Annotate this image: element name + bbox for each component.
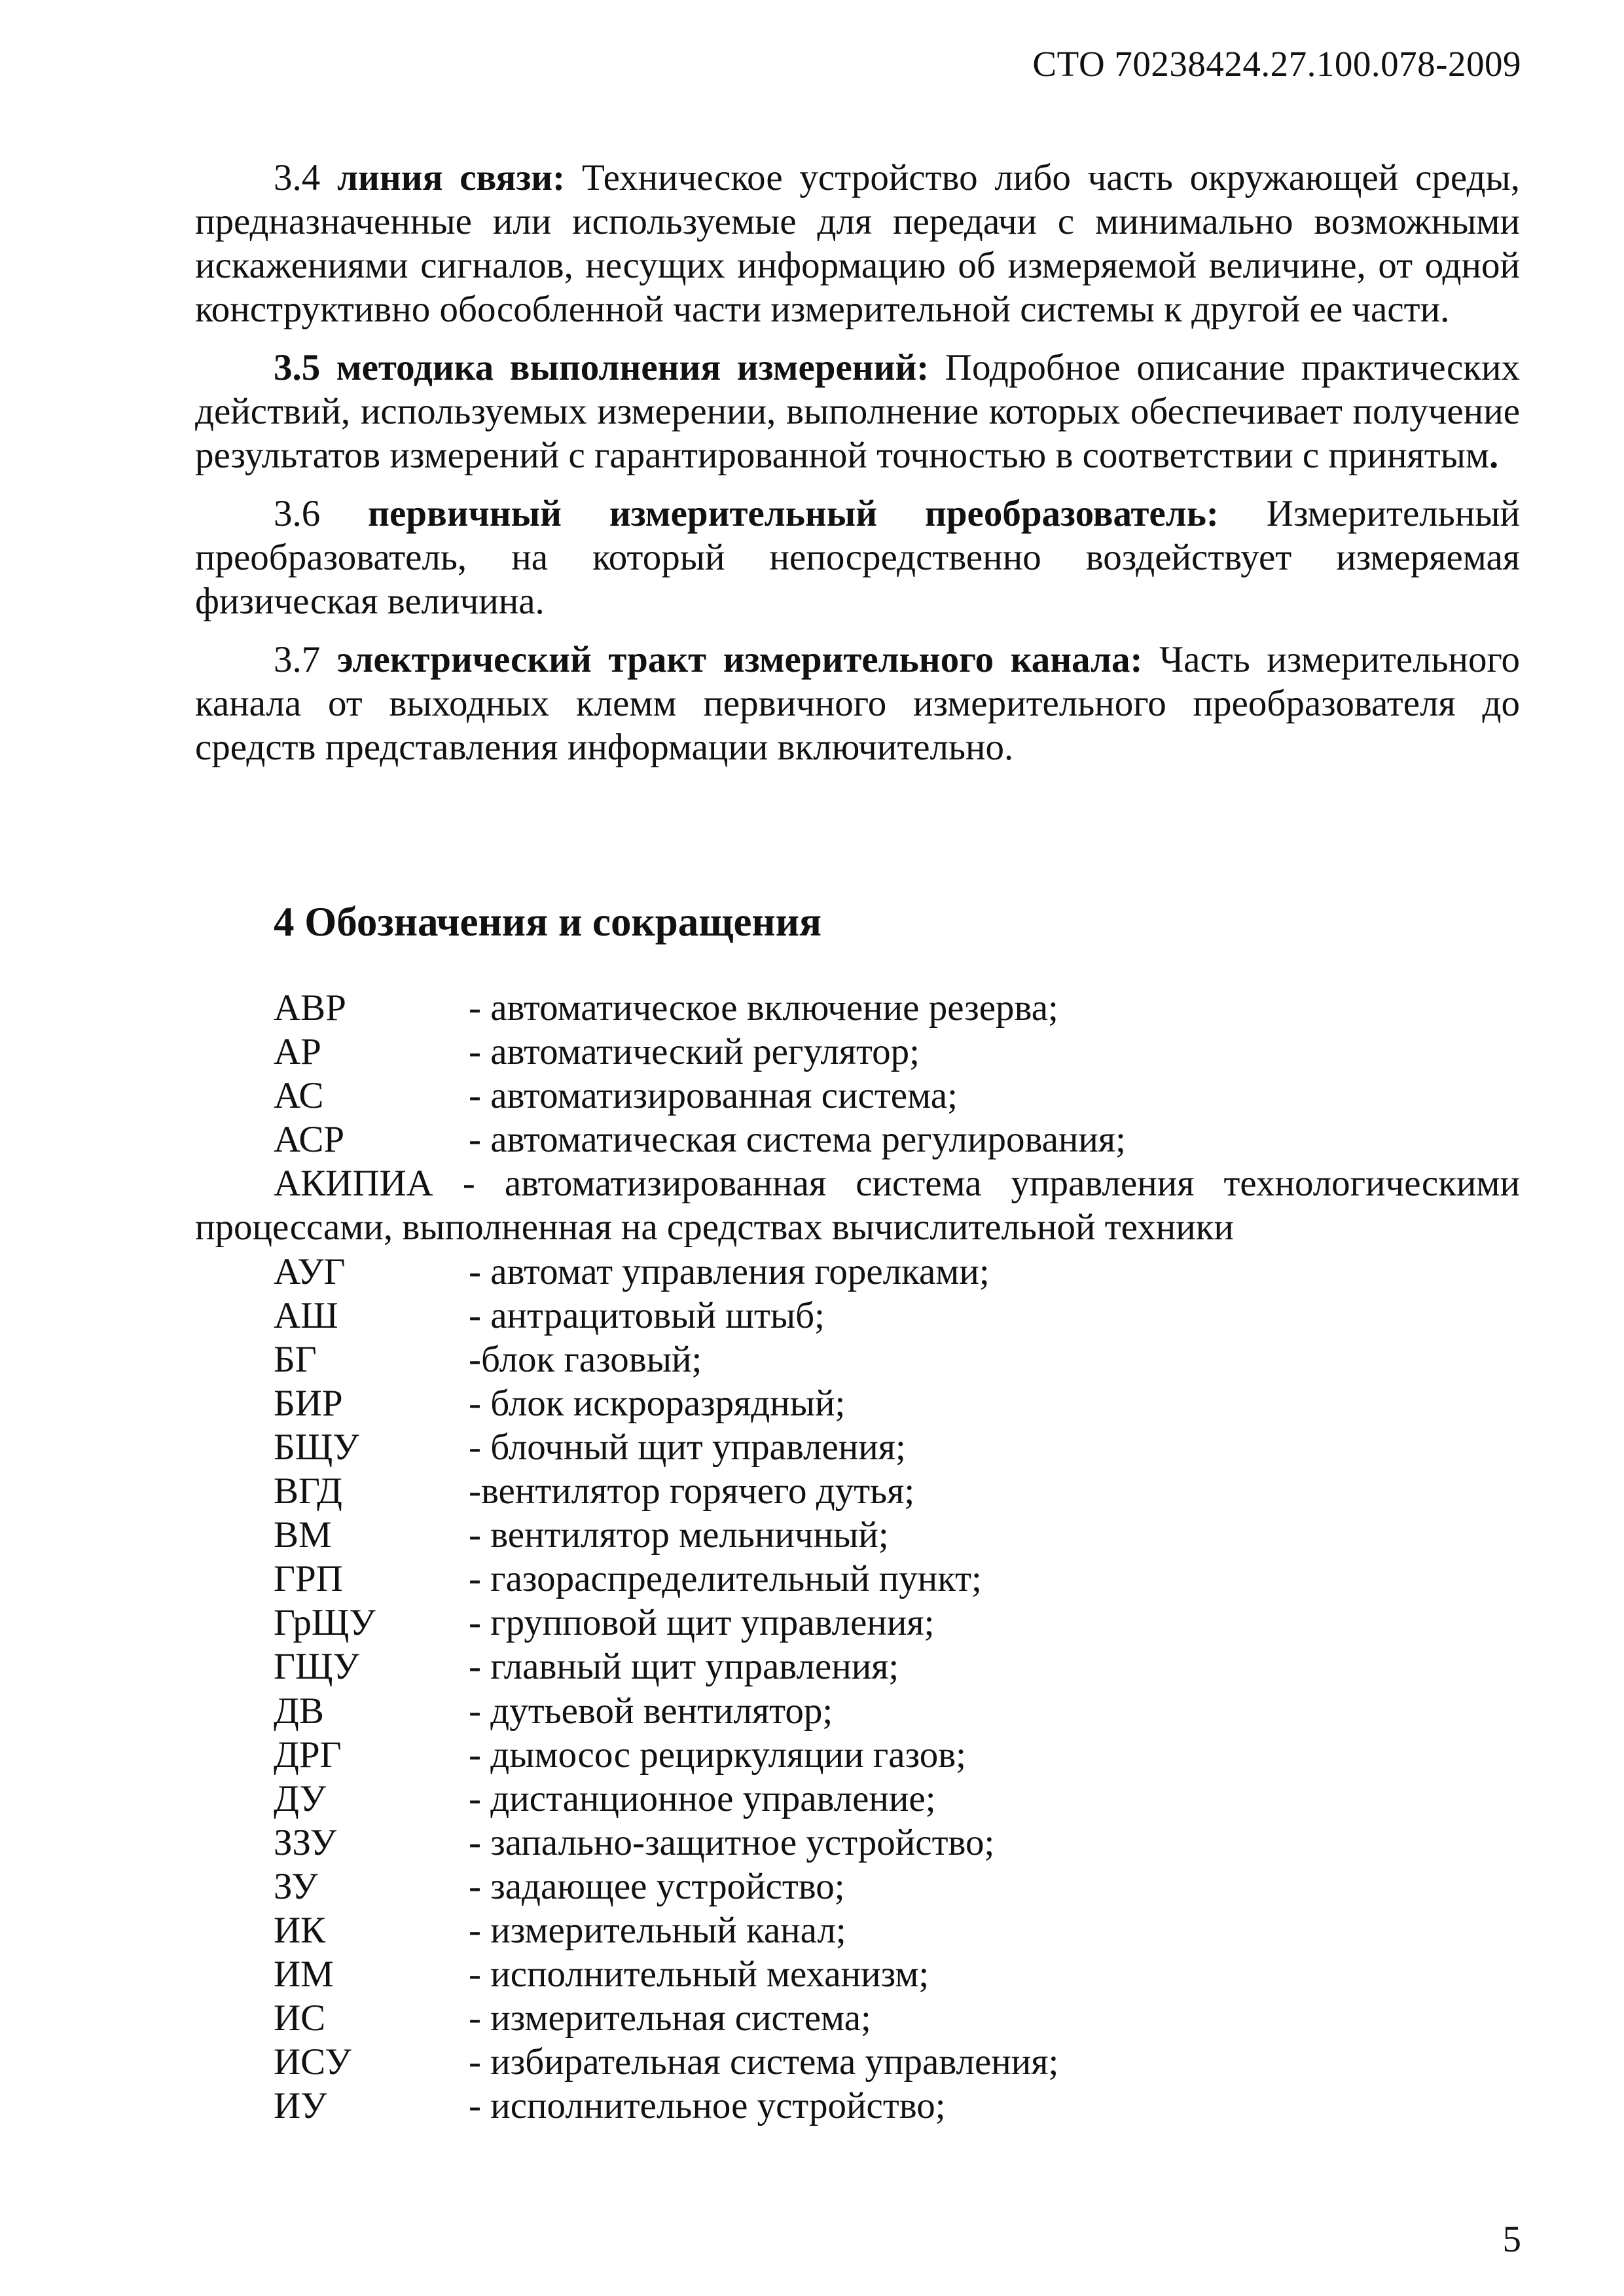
abbreviation-row	[195, 986, 1520, 1030]
definition-text: Подробное описание практических действий, используемых измерении, выполнение которых обеспечивает получение результатов измерений с гарантированной точностью в соответствии с принятым	[195, 347, 1520, 476]
abbreviation-term: ИК	[274, 1909, 326, 1951]
definition-term: линия связи:	[337, 157, 566, 198]
abbreviations-list	[195, 986, 1520, 2128]
abbreviation-term: ВГД	[274, 1470, 342, 1512]
abbreviation-definition: - измерительная система;	[469, 1997, 871, 2039]
abbreviation-term: ДРГ	[274, 1734, 342, 1776]
abbreviation-row	[195, 1645, 1520, 1688]
abbreviation-row	[195, 1513, 1520, 1557]
definition-text: Техническое устройство либо часть окружающей среды, предназначенные или используемые для передачи с минимально возможными искажениями сигналов, несущих информацию об измеряемой величине, от одной конструктивно обособленной части измерительной системы к другой ее части.	[195, 157, 1520, 330]
definition-term: методика выполнения измерений:	[336, 347, 929, 388]
definition-number: 3.6	[274, 493, 321, 534]
abbreviation-row	[195, 1821, 1520, 1865]
definition-number: 3.5	[274, 347, 321, 388]
definition-3-5	[195, 346, 1520, 477]
abbreviation-row	[195, 1250, 1520, 1294]
abbreviation-term: ИС	[274, 1997, 326, 2039]
abbreviation-definition: - избирательная система управления;	[469, 2041, 1059, 2083]
abbreviation-term: ГЩУ	[274, 1646, 359, 1688]
abbreviation-term: ДВ	[274, 1690, 324, 1732]
abbreviation-row	[195, 1338, 1520, 1381]
abbreviation-term: ИУ	[274, 2085, 327, 2127]
abbreviation-row	[195, 1557, 1520, 1601]
abbreviation-term: АВР	[274, 987, 346, 1029]
abbreviation-definition: - газораспределительный пункт;	[469, 1558, 982, 1600]
definition-3-7	[195, 638, 1520, 769]
definitions-block	[195, 156, 1520, 784]
abbreviation-definition: -вентилятор горячего дутья;	[469, 1470, 915, 1512]
abbreviation-definition: - автоматизированная система;	[469, 1075, 958, 1117]
abbreviation-term: ЗЗУ	[274, 1821, 337, 1863]
abbreviation-definition: - автомат управления горелками;	[469, 1250, 990, 1292]
definition-text: Часть измерительного канала от выходных клемм первичного измерительного преобразователя до средств представления информации включительно.	[195, 639, 1521, 768]
abbreviation-definition: - главный щит управления;	[469, 1646, 899, 1688]
abbreviation-row	[195, 1601, 1520, 1645]
abbreviation-definition: - автоматическое включение резерва;	[469, 987, 1058, 1029]
definition-3-6	[195, 492, 1520, 623]
abbreviation-term: ДУ	[274, 1777, 326, 1819]
abbreviation-term: БГ	[274, 1338, 317, 1380]
abbreviation-term: БЩУ	[274, 1426, 359, 1468]
abbreviation-row	[195, 1030, 1520, 1074]
abbreviation-definition: - автоматическая система регулирования;	[469, 1119, 1126, 1161]
abbreviation-term: ЗУ	[274, 1865, 318, 1907]
abbreviation-definition: - измерительный канал;	[469, 1909, 846, 1951]
abbreviation-definition: - антрацитовый штыб;	[469, 1294, 825, 1336]
abbreviation-definition: - блочный щит управления;	[469, 1426, 906, 1468]
abbreviation-definition: - дымосос рециркуляции газов;	[469, 1734, 967, 1776]
abbreviation-term: АР	[274, 1031, 321, 1073]
abbreviation-definition: - автоматизированная система управления технологическими процессами, выполненная на средствах вычислительной техники	[195, 1163, 1520, 1248]
abbreviation-term: АСР	[274, 1119, 345, 1161]
abbreviation-term: АУГ	[274, 1250, 346, 1292]
abbreviation-definition: - вентилятор мельничный;	[469, 1514, 889, 1556]
abbreviation-row	[195, 1908, 1520, 1952]
definition-number: 3.4	[274, 157, 321, 198]
abbreviation-row	[195, 1733, 1520, 1777]
abbreviation-row	[195, 1469, 1520, 1513]
abbreviation-definition: -блок газовый;	[469, 1338, 702, 1380]
abbreviation-row	[195, 1865, 1520, 1908]
abbreviation-term: ИСУ	[274, 2041, 352, 2083]
abbreviation-row	[195, 1294, 1520, 1338]
abbreviation-row	[195, 1118, 1520, 1161]
abbreviation-row	[195, 1689, 1520, 1733]
page-number: 5	[1502, 2219, 1521, 2260]
abbreviation-term: АШ	[274, 1294, 338, 1336]
abbreviation-definition: - дистанционное управление;	[469, 1777, 936, 1819]
abbreviation-definition: - автоматический регулятор;	[469, 1031, 920, 1073]
abbreviation-term: БИР	[274, 1382, 343, 1424]
definition-tail: .	[1489, 435, 1499, 476]
abbreviation-row	[195, 1381, 1520, 1425]
abbreviation-row	[195, 1952, 1520, 1996]
abbreviation-definition: - блок искроразрядный;	[469, 1382, 846, 1424]
abbreviation-row	[195, 2040, 1520, 2084]
abbreviation-definition: - исполнительное устройство;	[469, 2085, 946, 2127]
abbreviation-row	[195, 1425, 1520, 1469]
abbreviation-term: ГрЩУ	[274, 1602, 376, 1644]
definition-number: 3.7	[274, 639, 321, 680]
abbreviation-row	[195, 1161, 1520, 1249]
abbreviation-definition: - исполнительный механизм;	[469, 1954, 929, 1995]
abbreviation-term: АС	[274, 1075, 324, 1117]
abbreviation-term: АКИПИА	[274, 1163, 433, 1205]
definition-3-4	[195, 156, 1520, 331]
abbreviation-definition: - запально-защитное устройство;	[469, 1821, 995, 1863]
abbreviation-row	[195, 1777, 1520, 1821]
abbreviation-row	[195, 1996, 1520, 2040]
abbreviation-term: ГРП	[274, 1558, 343, 1600]
definition-term: первичный измерительный преобразователь:	[368, 493, 1219, 534]
section-heading: 4 Обозначения и сокращения	[274, 899, 822, 945]
abbreviation-term: ИМ	[274, 1954, 334, 1995]
abbreviation-row	[195, 2084, 1520, 2128]
definition-term: электрический тракт измерительного канала:	[336, 639, 1143, 680]
document-code-header: СТО 70238424.27.100.078-2009	[1032, 44, 1521, 84]
abbreviation-definition: - групповой щит управления;	[469, 1602, 935, 1644]
abbreviation-definition: - задающее устройство;	[469, 1865, 845, 1907]
abbreviation-definition: - дутьевой вентилятор;	[469, 1690, 833, 1732]
abbreviation-row	[195, 1074, 1520, 1118]
definition-text: Измерительный преобразователь, на который непосредственно воздействует измеряемая физическая величина.	[195, 493, 1520, 622]
abbreviation-term: ВМ	[274, 1514, 332, 1556]
